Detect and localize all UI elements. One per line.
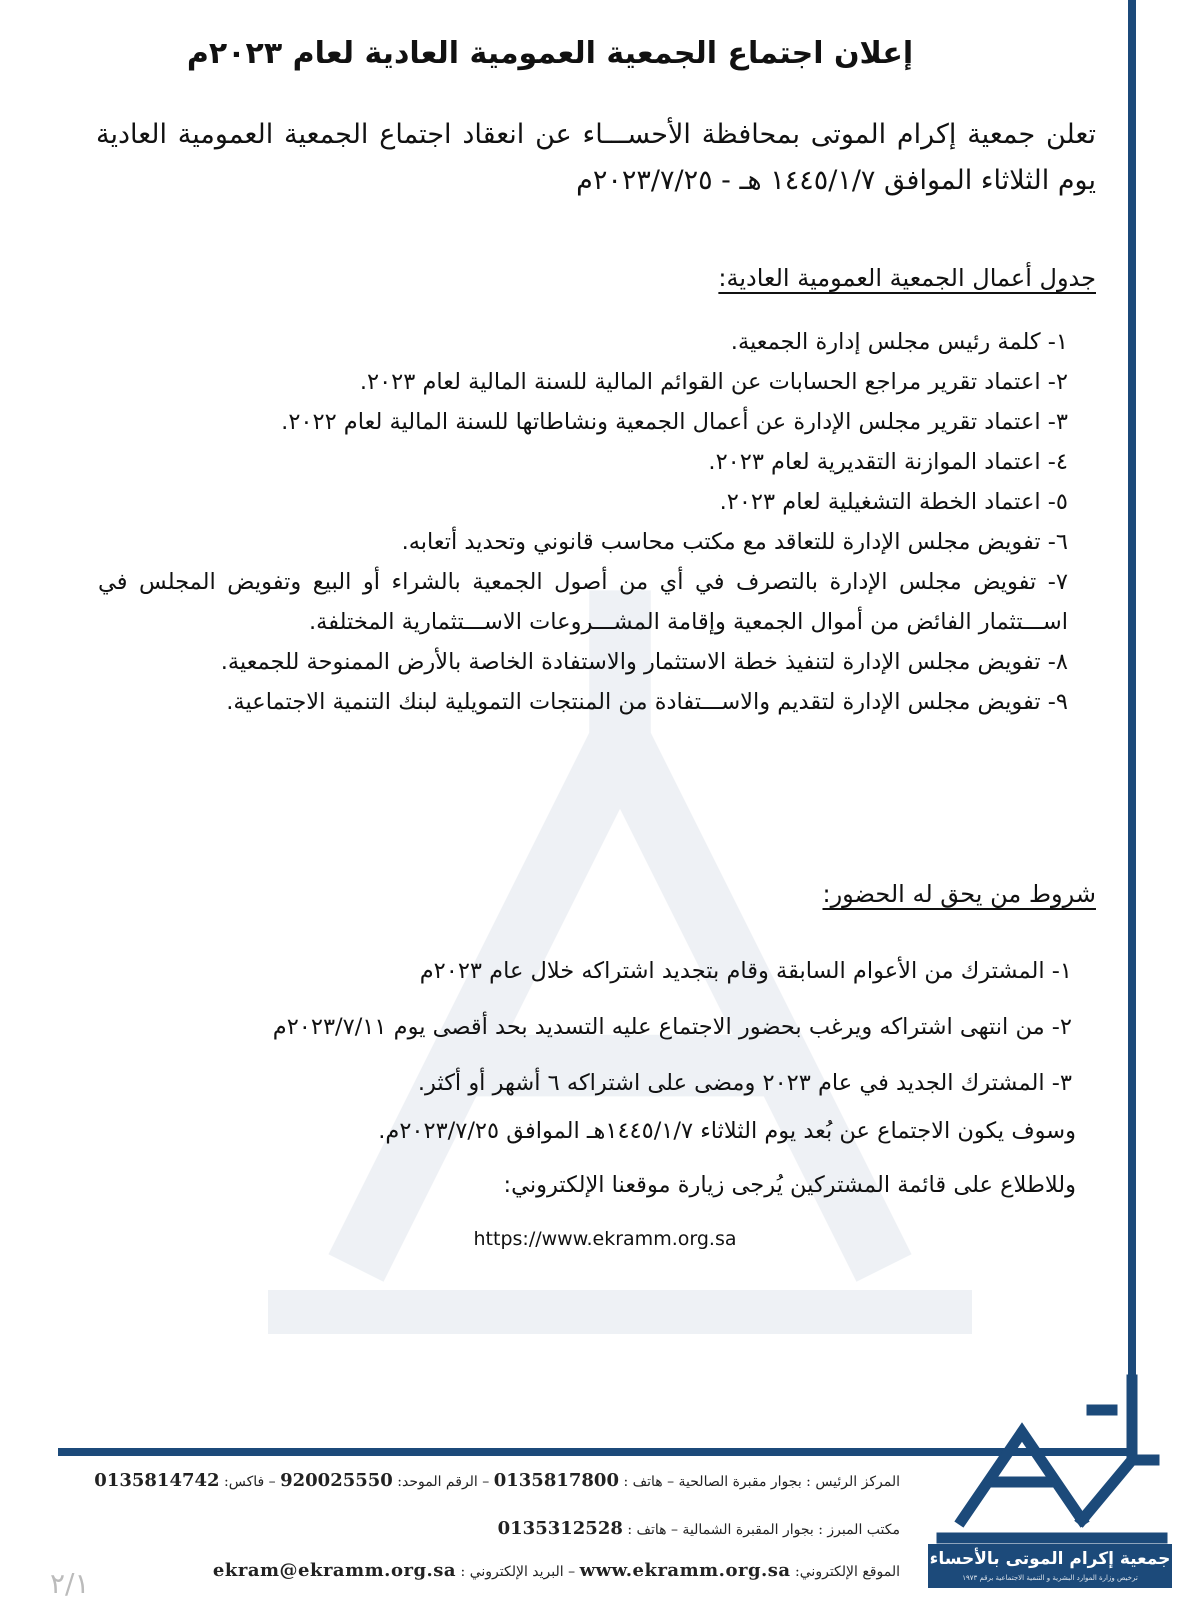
logo-nameplate bbox=[928, 1544, 1172, 1588]
footer-email-link[interactable]: ekram@ekramm.org.sa bbox=[212, 1560, 457, 1581]
agenda-item: ٣- اعتماد تقرير مجلس الإدارة عن أعمال الجمعية ونشاطاتها للسنة المالية لعام ٢٠٢٢. bbox=[281, 409, 1068, 435]
page-title: إعلان اجتماع الجمعية العمومية العادية لعام ٢٠٢٣م bbox=[186, 36, 914, 71]
footer-site-link[interactable]: www.ekramm.org.sa bbox=[579, 1560, 791, 1581]
logo-subtitle: ترخيص وزارة الموارد البشرية و التنمية الاجتماعية برقم ١٩٧٣ bbox=[962, 1574, 1138, 1582]
condition-item: ٢- من انتهى اشتراكه ويرغب بحضور الاجتماع عليه التسديد بحد أقصى يوم ٢٠٢٣/٧/١١م bbox=[272, 1014, 1072, 1040]
mubarraz-phone: 0135312528 bbox=[497, 1518, 623, 1539]
fax-number: 0135814742 bbox=[94, 1470, 220, 1491]
email-label: – البريد الإلكتروني : bbox=[460, 1564, 576, 1580]
right-border-rule bbox=[1128, 0, 1136, 1425]
intro-paragraph: تعلن جمعية إكرام الموتى بمحافظة الأحســـاء عن انعقاد اجتماع الجمعية العمومية العادية يوم الثلاثاء الموافق ١٤٤٥/١/٧ هـ - ٢٠٢٣/٧/٢٥م bbox=[96, 119, 1096, 196]
hq-phone: 0135817800 bbox=[493, 1470, 619, 1491]
hq-label: المركز الرئيس : بجوار مقبرة الصالحية – هاتف : bbox=[623, 1474, 900, 1490]
footer-mubarraz-contact bbox=[498, 1518, 900, 1539]
unified-label: – الرقم الموحد: bbox=[397, 1474, 490, 1490]
page-number: ٢/١ bbox=[50, 1567, 90, 1600]
mubarraz-label: مكتب المبرز : بجوار المقبرة الشمالية – هاتف : bbox=[627, 1522, 900, 1538]
site-label: الموقع الإلكتروني: bbox=[795, 1564, 900, 1580]
fax-label: – فاكس: bbox=[224, 1474, 276, 1490]
agenda-item: ٩- تفويض مجلس الإدارة لتقديم والاســـتفادة من المنتجات التمويلية لبنك التنمية الاجتماعية. bbox=[226, 689, 1068, 715]
logo-name: جمعية إكرام الموتى بالأحساء bbox=[929, 1549, 1171, 1569]
agenda-item: ٦- تفويض مجلس الإدارة للتعاقد مع مكتب محاسب قانوني وتحديد أتعابه. bbox=[401, 529, 1068, 555]
unified-number: 920025550 bbox=[280, 1470, 393, 1491]
conditions-heading: شروط من يحق له الحضور: bbox=[822, 880, 1096, 908]
agenda-item: ٧- تفويض مجلس الإدارة بالتصرف في أي من أصول الجمعية بالشراء أو البيع وتفويض المجلس في اســـتثمار الفائض من أموال الجمعية وإقامة المشـــروعات الاســـتثمارية المختلفة. bbox=[98, 569, 1068, 635]
agenda-item: ٥- اعتماد الخطة التشغيلية لعام ٢٠٢٣. bbox=[719, 489, 1068, 515]
subscribers-list-note: وللاطلاع على قائمة المشتركين يُرجى زيارة موقعنا الإلكتروني: bbox=[503, 1172, 1076, 1198]
remote-meeting-note: وسوف يكون الاجتماع عن بُعد يوم الثلاثاء ١٤٤٥/١/٧هـ الموافق ٢٠٢٣/٧/٢٥م. bbox=[378, 1118, 1076, 1144]
footer-hq-contact bbox=[94, 1470, 900, 1491]
agenda-heading: جدول أعمال الجمعية العمومية العادية: bbox=[718, 264, 1096, 292]
agenda-item: ٤- اعتماد الموازنة التقديرية لعام ٢٠٢٣. bbox=[708, 449, 1068, 475]
website-link[interactable]: https://www.ekramm.org.sa bbox=[473, 1228, 737, 1250]
agenda-item: ١- كلمة رئيس مجلس إدارة الجمعية. bbox=[730, 329, 1068, 355]
footer-web-contact bbox=[213, 1560, 900, 1581]
agenda-list bbox=[98, 322, 1068, 722]
condition-item: ٣- المشترك الجديد في عام ٢٠٢٣ ومضى على اشتراكه ٦ أشهر أو أكثر. bbox=[417, 1070, 1072, 1096]
agenda-item: ٨- تفويض مجلس الإدارة لتنفيذ خطة الاستثمار والاستفادة الخاصة بالأرض الممنوحة للجمعية. bbox=[220, 649, 1068, 675]
condition-item: ١- المشترك من الأعوام السابقة وقام بتجديد اشتراكه خلال عام ٢٠٢٣م bbox=[419, 958, 1072, 984]
conditions-list bbox=[92, 943, 1072, 1111]
agenda-item: ٢- اعتماد تقرير مراجع الحسابات عن القوائم المالية للسنة المالية لعام ٢٠٢٣. bbox=[359, 369, 1068, 395]
